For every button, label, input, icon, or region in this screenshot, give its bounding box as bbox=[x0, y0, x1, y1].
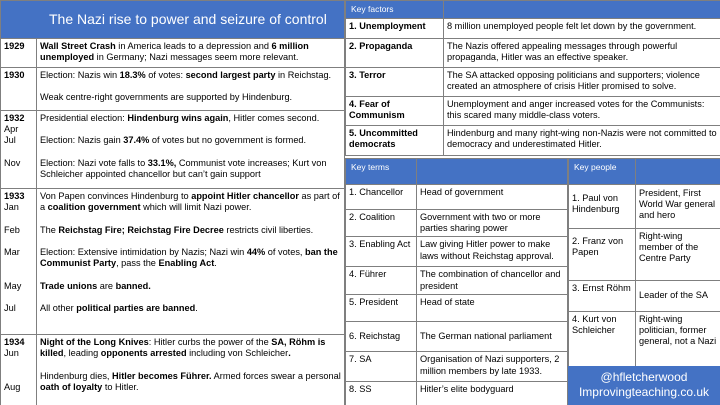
key-term-row bbox=[346, 382, 568, 405]
timeline-month: Aug bbox=[4, 381, 21, 392]
spacer bbox=[4, 269, 33, 280]
key-factor-text: The Nazis offered appealing messages through powerful propaganda, Hitler was an effective speaker. bbox=[444, 39, 720, 68]
key-term-definition: Hitler’s elite bodyguard bbox=[417, 382, 568, 405]
event-text: Election: Extensive intimidation by Nazis; Nazi win 44% of votes, ban the Communist Party, pass the Enabling Act. bbox=[40, 246, 338, 269]
event-text: Election: Nazis win 18.3% of votes: second largest party in Reichstag. bbox=[40, 70, 332, 80]
key-factor-row bbox=[346, 126, 720, 156]
key-term-row bbox=[346, 352, 568, 382]
key-term-row bbox=[346, 237, 568, 267]
key-person-row bbox=[569, 229, 720, 281]
event-text: Night of the Long Knives: Hitler curbs the power of the SA, Röhm is killed, leading opponents arrested including von Schleicher. bbox=[40, 337, 326, 359]
key-person-description: President, First World War general and hero bbox=[636, 185, 720, 229]
timeline-month: Jun bbox=[4, 348, 19, 359]
key-factor-label: 2. Propaganda bbox=[346, 39, 444, 68]
author-handle: @hfletcherwood bbox=[600, 370, 688, 384]
key-term-row bbox=[346, 322, 568, 352]
key-factor-text: The SA attacked opposing politicians and supporters; violence created an atmosphere of crisis Hitler promised to solve. bbox=[444, 68, 720, 97]
timeline-month: Feb bbox=[4, 224, 20, 235]
timeline-row bbox=[1, 39, 345, 68]
key-factor-label: 3. Terror bbox=[346, 68, 444, 97]
key-factor-label: 1. Unemployment bbox=[346, 19, 444, 39]
timeline-row bbox=[1, 111, 345, 189]
key-factor-row bbox=[346, 19, 720, 39]
key-factor-label: 4. Fear of Communism bbox=[346, 97, 444, 126]
timeline-year: 1930 bbox=[1, 68, 37, 111]
key-factors-header: Key factors bbox=[346, 1, 444, 19]
event-text: Trade unions are banned. bbox=[40, 280, 151, 291]
spacer bbox=[4, 258, 33, 269]
page-title: The Nazi rise to power and seizure of control bbox=[1, 1, 345, 39]
spacer bbox=[4, 359, 33, 370]
key-person-description: Right-wing politician, former general, not a Nazi bbox=[636, 312, 720, 368]
key-factor-row bbox=[346, 68, 720, 97]
spacer bbox=[40, 292, 341, 303]
spacer bbox=[40, 236, 341, 247]
timeline-month: Jul bbox=[4, 135, 16, 146]
timeline-event bbox=[37, 335, 345, 405]
timeline-month: Mar bbox=[4, 246, 20, 257]
key-factors-table bbox=[345, 0, 720, 156]
key-factor-text: 8 million unemployed people felt let down by the government. bbox=[444, 19, 720, 39]
key-term-definition: Organisation of Nazi supporters, 2 million members by late 1933. bbox=[417, 352, 568, 382]
event-text: Presidential election: Hindenburg wins again, Hitler comes second. bbox=[40, 113, 320, 123]
key-people-header: Key people bbox=[569, 159, 636, 185]
spacer bbox=[4, 147, 33, 158]
timeline-month: May bbox=[4, 280, 22, 291]
spacer bbox=[40, 147, 341, 158]
key-term: 6. Reichstag bbox=[346, 322, 417, 352]
timeline-row bbox=[1, 189, 345, 335]
spacer bbox=[4, 213, 33, 224]
event-text: All other political parties are banned. bbox=[40, 302, 198, 313]
spacer bbox=[40, 124, 341, 135]
timeline-month: Jul bbox=[4, 302, 16, 313]
event-text: Wall Street Crash in America leads to a depression and 6 million unemployed in Germany; Nazi messages seem more relevant. bbox=[40, 41, 309, 63]
timeline-month: Apr bbox=[4, 124, 19, 135]
spacer bbox=[40, 359, 341, 370]
key-person-description: Leader of the SA bbox=[636, 281, 720, 312]
timeline-year: 1933 Jan Feb Mar May Jul bbox=[1, 189, 37, 335]
key-person-name: 4. Kurt von Schleicher bbox=[569, 312, 636, 368]
spacer bbox=[4, 236, 33, 247]
key-person-row bbox=[569, 185, 720, 229]
event-text: The Reichstag Fire; Reichstag Fire Decree restricts civil liberties. bbox=[40, 224, 314, 235]
timeline-event bbox=[37, 39, 345, 68]
key-term-row bbox=[346, 267, 568, 295]
key-person-row bbox=[569, 312, 720, 368]
timeline-table bbox=[0, 0, 345, 405]
event-text: Von Papen convinces Hindenburg to appoint Hitler chancellor as part of a coalition government which will limit Nazi power. bbox=[40, 191, 340, 213]
key-factor-text: Hindenburg and many right-wing non-Nazis were not committed to democracy and underestimated Hitler. bbox=[444, 126, 720, 156]
key-term-row bbox=[346, 185, 568, 210]
timeline-event bbox=[37, 189, 345, 335]
branding-box bbox=[568, 366, 720, 405]
spacer bbox=[40, 269, 341, 280]
event-text: Weak centre-right governments are supported by Hindenburg. bbox=[40, 92, 293, 103]
spacer bbox=[40, 81, 341, 92]
key-term: 1. Chancellor bbox=[346, 185, 417, 210]
key-terms-table bbox=[345, 158, 568, 405]
key-term-definition: The combination of chancellor and president bbox=[417, 267, 568, 295]
key-factor-text: Unemployment and anger increased votes for the Communists: this scared many middle-class voters. bbox=[444, 97, 720, 126]
key-person-name: 3. Ernst Röhm bbox=[569, 281, 636, 312]
key-person-name: 2. Franz von Papen bbox=[569, 229, 636, 281]
key-term: 2. Coalition bbox=[346, 210, 417, 237]
key-people-table bbox=[568, 158, 720, 368]
key-factor-row bbox=[346, 97, 720, 126]
key-term-definition: Head of state bbox=[417, 295, 568, 322]
event-text: Election: Nazis gain 37.4% of votes but no government is formed. bbox=[40, 135, 307, 146]
timeline-row bbox=[1, 335, 345, 405]
key-person-description: Right-wing member of the Centre Party bbox=[636, 229, 720, 281]
timeline-year: 1934 Jun Aug bbox=[1, 335, 37, 405]
key-person-name: 1. Paul von Hindenburg bbox=[569, 185, 636, 229]
key-term: 8. SS bbox=[346, 382, 417, 405]
timeline-year: 1932 Apr Jul Nov bbox=[1, 111, 37, 189]
timeline-year: 1929 bbox=[1, 39, 37, 68]
key-factor-row bbox=[346, 39, 720, 68]
key-term-definition: Head of government bbox=[417, 185, 568, 210]
spacer bbox=[4, 292, 33, 303]
key-terms-header: Key terms bbox=[346, 159, 417, 185]
key-person-row bbox=[569, 281, 720, 312]
spacer bbox=[40, 213, 341, 224]
key-term: 7. SA bbox=[346, 352, 417, 382]
key-term-row bbox=[346, 295, 568, 322]
spacer bbox=[4, 371, 33, 382]
key-term: 3. Enabling Act bbox=[346, 237, 417, 267]
timeline-month: Jan bbox=[4, 202, 19, 213]
timeline-row bbox=[1, 68, 345, 111]
key-term-definition: Law giving Hitler power to make laws without Reichstag approval. bbox=[417, 237, 568, 267]
key-term-definition: Government with two or more parties sharing power bbox=[417, 210, 568, 237]
key-term: 5. President bbox=[346, 295, 417, 322]
key-term: 4. Führer bbox=[346, 267, 417, 295]
timeline-event bbox=[37, 68, 345, 111]
timeline-month: Nov bbox=[4, 157, 21, 168]
key-term-definition: The German national parliament bbox=[417, 322, 568, 352]
event-text: Hindenburg dies, Hitler becomes Führer. Armed forces swear a personal oath of loyalty to Hitler. bbox=[40, 370, 341, 392]
key-term-row bbox=[346, 210, 568, 237]
key-factor-label: 5. Uncommitted democrats bbox=[346, 126, 444, 156]
event-text: Election: Nazi vote falls to 33.1%, Communist vote increases; Kurt von Schleicher appointed chancellor but can’t gain support bbox=[40, 157, 327, 179]
website-link[interactable]: Improvingteaching.co.uk bbox=[578, 385, 710, 399]
timeline-event bbox=[37, 111, 345, 189]
